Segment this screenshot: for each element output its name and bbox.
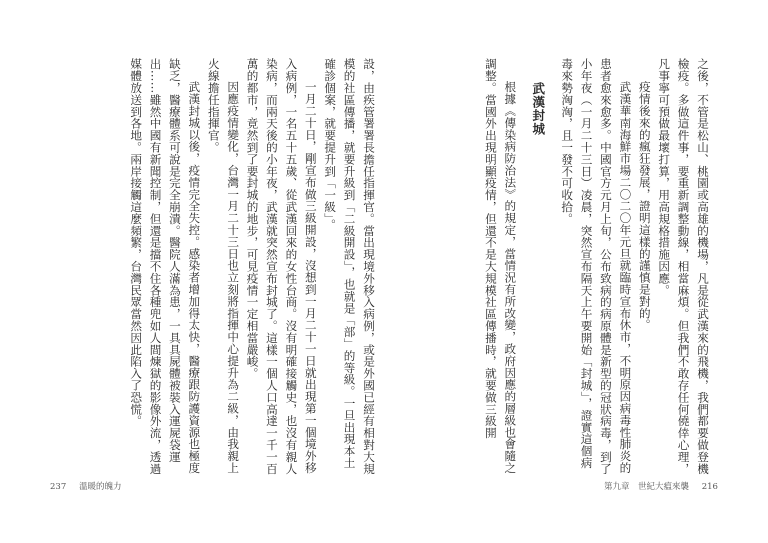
left-page-footer [40,480,121,492]
left-paragraph-3: 因應疫情變化，台灣一月二十三日也立刻將指揮中心提升為二級，由我親上火線擔任指揮官。 [206,58,241,474]
right-paragraph-4: 根據《傳染病防治法》的規定，當情況有所改變，政府因應的層級也會隨之調整。當國外出現明顯疫情，但還不是大規模社區傳播時，就要做三級開 [483,58,518,474]
right-page-footer [604,480,728,492]
left-running-title: 溫暖的魄力 [78,482,122,492]
right-paragraph-3: 武漢華南海鮮市場二〇二〇年元旦就臨時宣布休市，不明原因病毒性肺炎的患者愈來愈多。中國官方元月上旬，公布致病的病原體是新型的冠狀病毒，到了小年夜（一月二十三日）凌晨，突然宣布隔天上午要開始「封城」，證實這個病毒來勢洶洶，且一發不可收拾。 [560,58,633,475]
right-paragraph-1: 之後，不管是松山、桃園或高雄的機場，凡是從武漢來的飛機，我們都要做登機檢疫。多做這件事，要重新調整動線，相當麻煩。但我們不敢存任何僥倖心理，凡事寧可預做最壞打算，用高規格措施因應。 [657,58,710,475]
page-gutter [392,40,393,500]
right-page-body [420,58,712,478]
right-running-chapter: 第九章 世紀大瘟來襲 [604,482,690,492]
left-paragraph-1: 設，由疾管署署長擔任指揮官。當出現境外移入病例，或是外國已經有相對大規模的社區傳播，就要升級到「二級開設」，也就是「部」的等級。一旦出現本土確診個案，就要提升到「一級」。 [323,58,376,475]
right-page-number: 216 [701,482,718,492]
left-page-body [40,58,378,478]
left-paragraph-4: 武漢封城以後，疫情完全失控。感染者增加得太快，醫療跟防護資源也極度缺乏，醫療體系可說是完全崩潰。醫院人滿為患，一具具屍體被裝入運屍袋運出……雖然中國有新聞控制，但還是擋不住各種兜如人間煉獄的影像外流，透過媒體放送到各地。兩岸接觸這麼頻繁，台灣民眾當然因此陷入了恐慌。 [129,58,202,475]
section-heading: 武漢封城 [530,82,546,136]
left-page-number: 237 [50,482,67,492]
left-paragraph-2: 一月二十日，剛宣布做三級開設，沒想到一月二十一日就出現第一個境外移入病例，一名五十五歲、從武漢回來的女性台商。沒有明確接觸史，也沒有親人染病，而兩天後的小年夜，武漢就突然宣布封城了。這樣一個人口高達一千一百萬的都市，竟然到了要封城的地步，可見疫情一定相當嚴峻。 [245,58,318,475]
right-paragraph-2: 疫情後來的瘋狂發展，證明這樣的謹慎是對的。 [637,81,652,332]
